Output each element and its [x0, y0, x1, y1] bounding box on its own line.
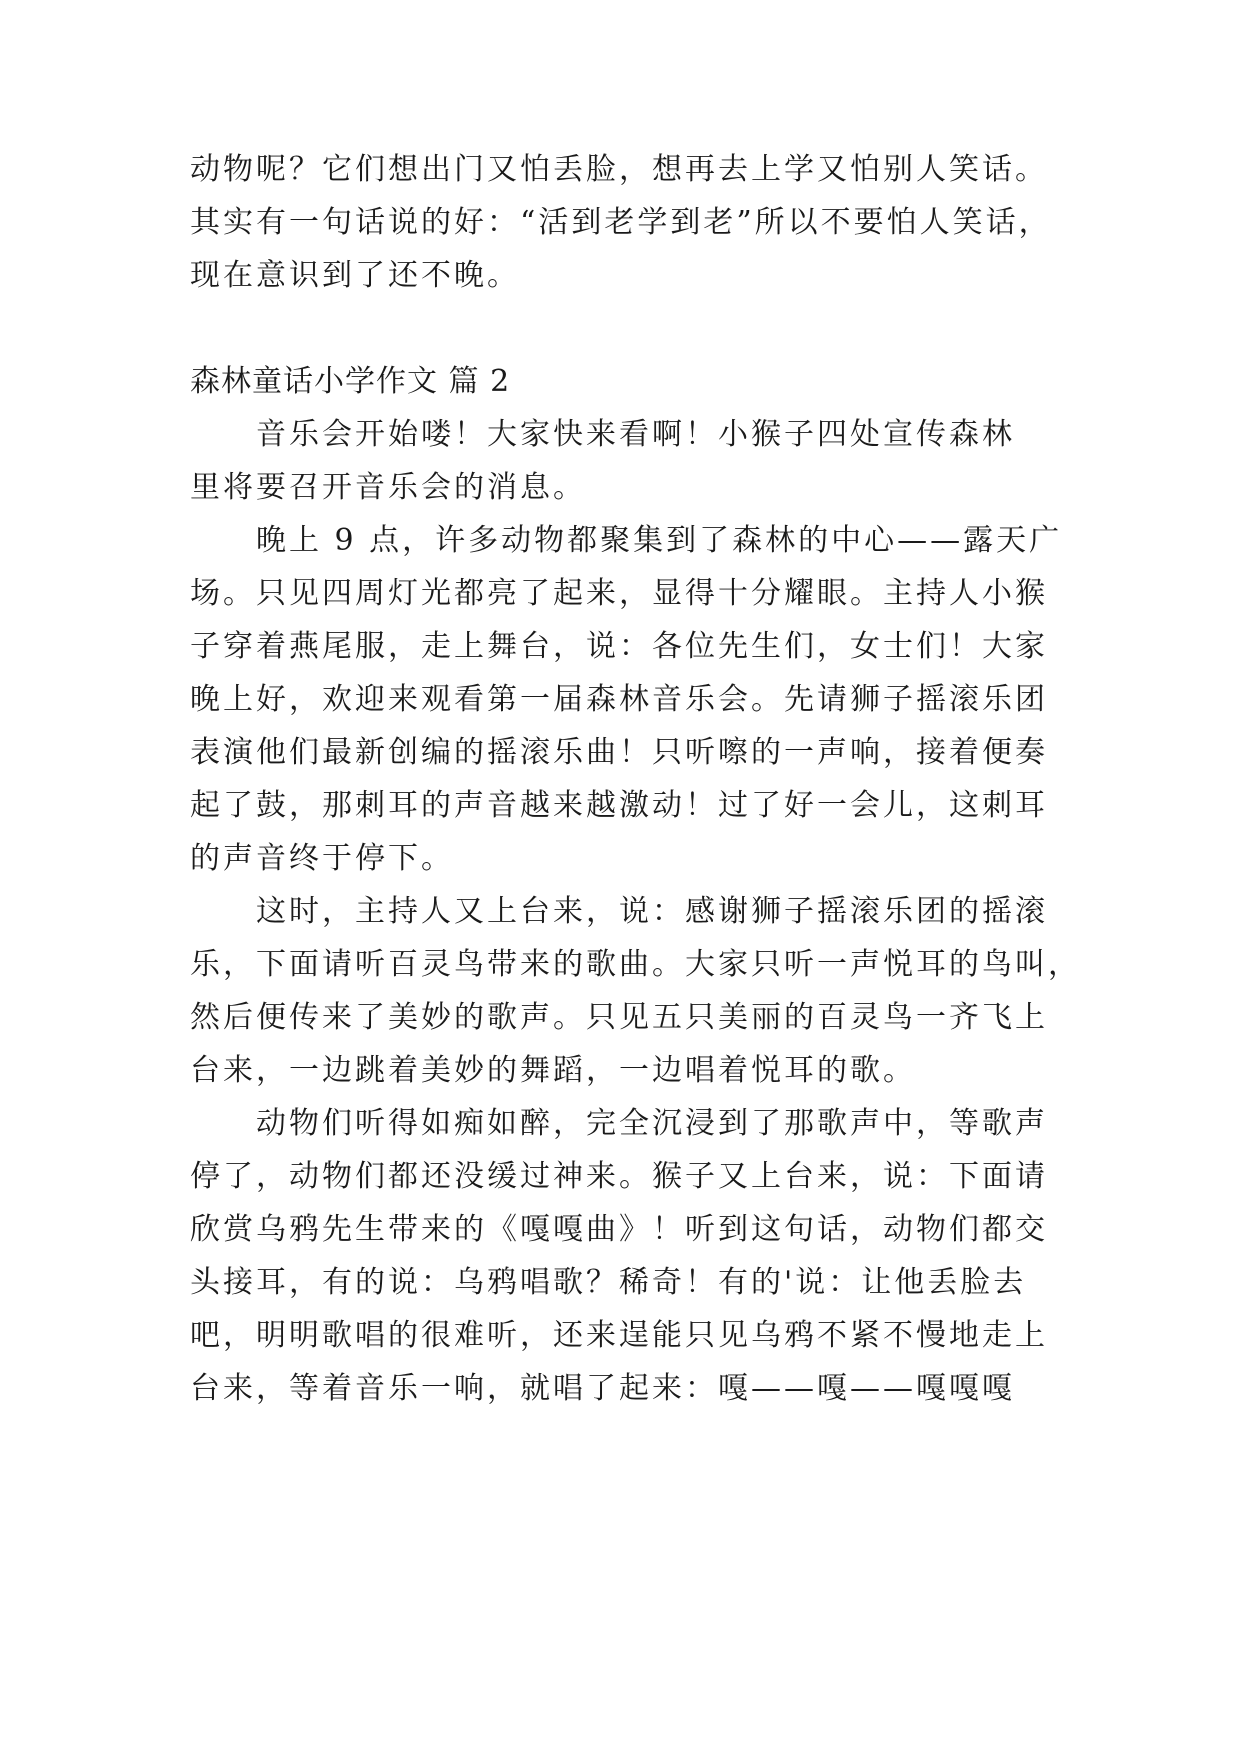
para4-line-3: 欣赏乌鸦先生带来的《嘎嘎曲》！听到这句话，动物们都交 [190, 1212, 1048, 1247]
section-heading: 森林童话小学作文 篇 2 [190, 364, 511, 399]
para1-line-2: 里将要召开音乐会的消息。 [190, 470, 586, 505]
para3-line-3: 然后便传来了美妙的歌声。只见五只美丽的百灵鸟一齐飞上 [190, 1000, 1048, 1035]
para3-line-1: 这时，主持人又上台来，说：感谢狮子摇滚乐团的摇滚 [256, 894, 1048, 929]
para2-line-3: 子穿着燕尾服，走上舞台，说：各位先生们，女士们！大家 [190, 629, 1048, 664]
para1-line-1: 音乐会开始喽！大家快来看啊！小猴子四处宣传森林 [256, 417, 1015, 452]
para4-line-5: 吧，明明歌唱的很难听，还来逞能只见乌鸦不紧不慢地走上 [190, 1318, 1048, 1353]
para2-line-4: 晚上好，欢迎来观看第一届森林音乐会。先请狮子摇滚乐团 [190, 682, 1048, 717]
para2-line-5: 表演他们最新创编的摇滚乐曲！只听嚓的一声响，接着便奏 [190, 735, 1048, 770]
intro-line-1: 动物呢？它们想出门又怕丢脸，想再去上学又怕别人笑话。 [190, 152, 1048, 187]
para2-line-1: 晚上 9 点，许多动物都聚集到了森林的中心——露天广 [256, 523, 1063, 558]
para2-line-6: 起了鼓，那刺耳的声音越来越激动！过了好一会儿，这刺耳 [190, 788, 1048, 823]
para3-line-4: 台来，一边跳着美妙的舞蹈，一边唱着悦耳的歌。 [190, 1053, 916, 1088]
intro-line-2: 其实有一句话说的好：“活到老学到老”所以不要怕人笑话， [190, 205, 1052, 240]
intro-line-3: 现在意识到了还不晚。 [190, 258, 520, 293]
para3-line-2: 乐，下面请听百灵鸟带来的歌曲。大家只听一声悦耳的鸟叫， [190, 947, 1081, 982]
para4-line-6: 台来，等着音乐一响，就唱了起来：嘎——嘎——嘎嘎嘎 [190, 1371, 1015, 1406]
para2-line-2: 场。只见四周灯光都亮了起来，显得十分耀眼。主持人小猴 [190, 576, 1048, 611]
para4-line-4: 头接耳，有的说：乌鸦唱歌？稀奇！有的'说：让他丢脸去 [190, 1265, 1027, 1300]
para4-line-1: 动物们听得如痴如醉，完全沉浸到了那歌声中，等歌声 [256, 1106, 1048, 1141]
para4-line-2: 停了，动物们都还没缓过神来。猴子又上台来，说：下面请 [190, 1159, 1048, 1194]
para2-line-7: 的声音终于停下。 [190, 841, 454, 876]
